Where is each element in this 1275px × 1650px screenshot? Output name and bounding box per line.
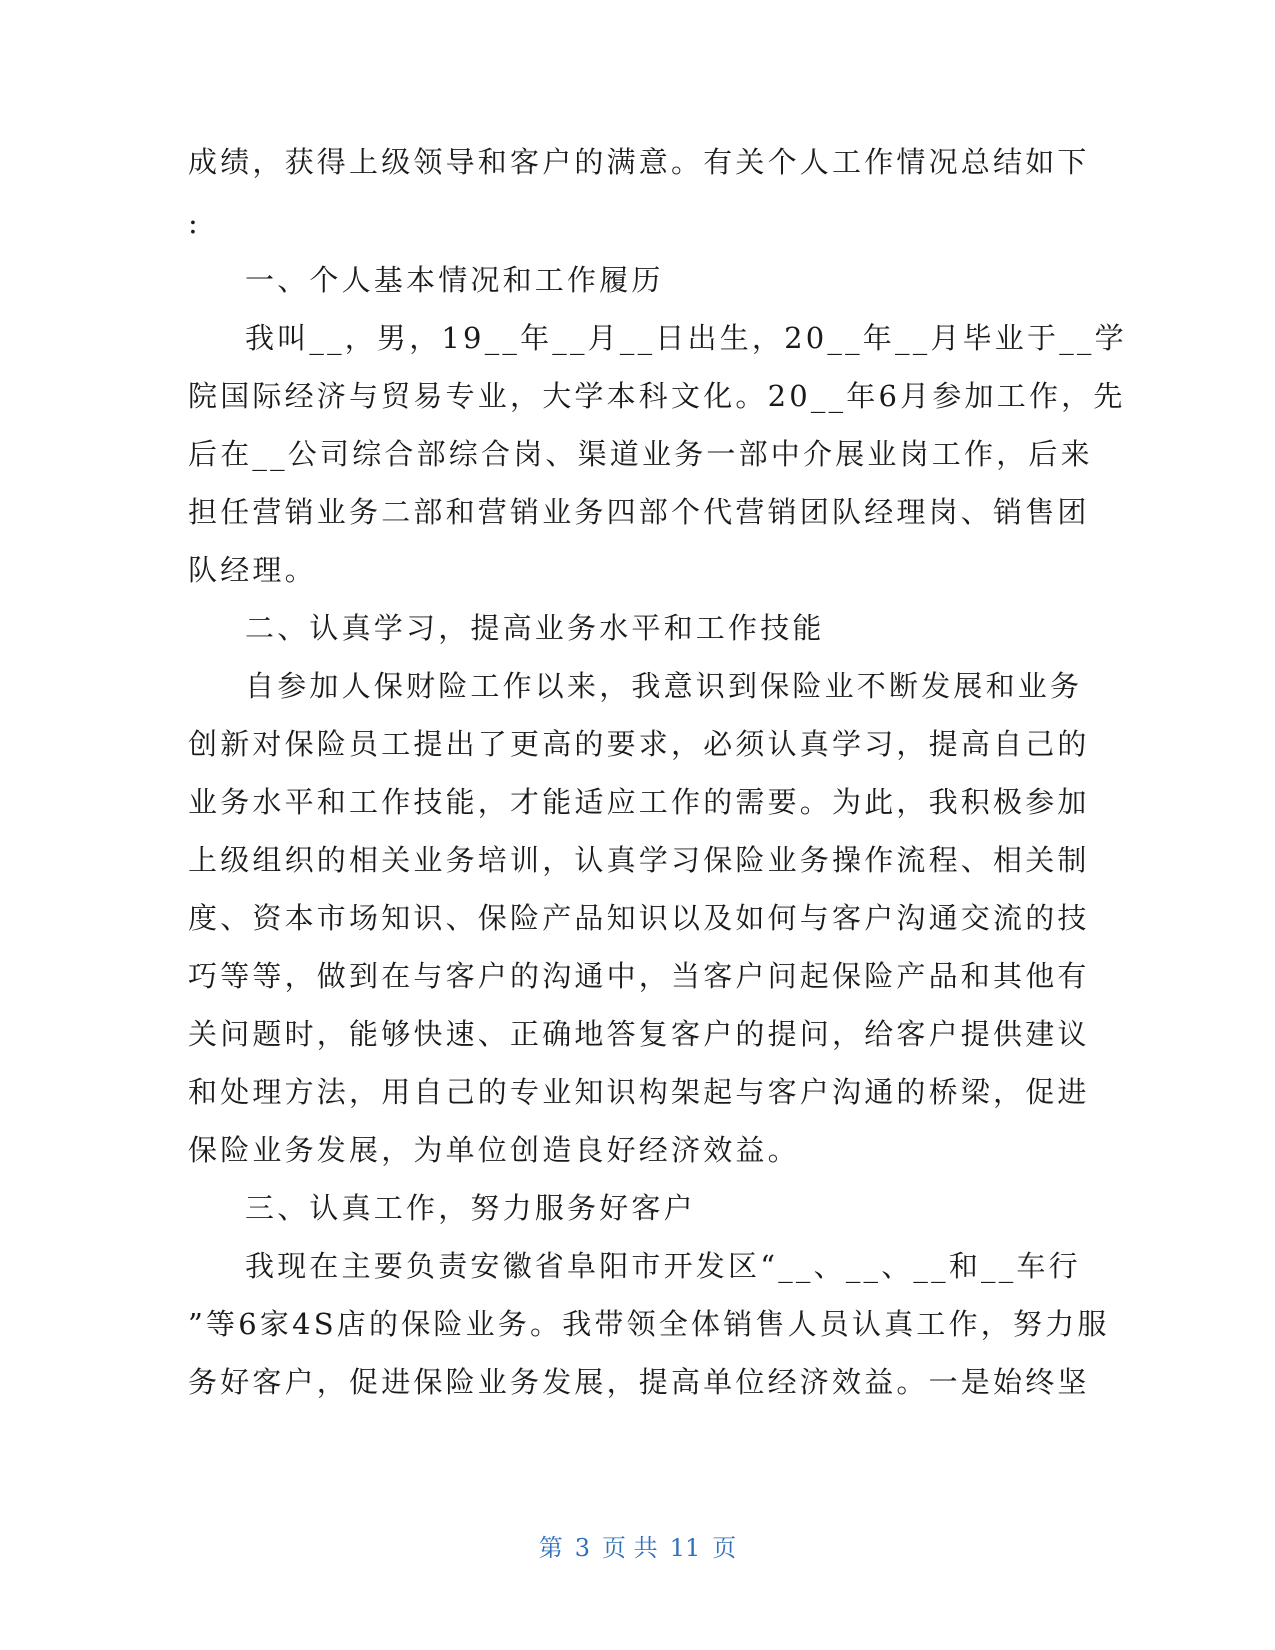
text-line: 院国际经济与贸易专业，大学本科文化。20__年6月参加工作，先 xyxy=(188,379,1126,413)
text-line: 成绩，获得上级领导和客户的满意。有关个人工作情况总结如下 xyxy=(188,145,1090,179)
text-line: 度、资本市场知识、保险产品知识以及如何与客户沟通交流的技 xyxy=(188,901,1090,935)
text-line: 创新对保险员工提出了更高的要求，必须认真学习，提高自己的 xyxy=(188,727,1090,761)
text-line: 后在__公司综合部综合岗、渠道业务一部中介展业岗工作，后来 xyxy=(188,437,1093,471)
footer-suffix: 页 xyxy=(712,1534,737,1562)
section-heading: 一、个人基本情况和工作履历 xyxy=(245,263,664,297)
text-line: 关问题时，能够快速、正确地答复客户的提问，给客户提供建议 xyxy=(188,1017,1090,1051)
text-line: 我现在主要负责安徽省阜阳市开发区“__、__、__和__车行 xyxy=(245,1249,1081,1283)
text-line: 自参加人保财险工作以来，我意识到保险业不断发展和业务 xyxy=(245,669,1083,703)
footer-middle: 页 共 xyxy=(602,1534,658,1562)
text-line: 巧等等，做到在与客户的沟通中，当客户问起保险产品和其他有 xyxy=(188,959,1090,993)
text-line: 我叫__，男，19__年__月__日出生，20__年__月毕业于__学 xyxy=(245,321,1127,355)
text-line: 保险业务发展，为单位创造良好经济效益。 xyxy=(188,1133,800,1167)
total-pages-number: 11 xyxy=(669,1534,701,1562)
text-line: ”等6家4S店的保险业务。我带领全体销售人员认真工作，努力服 xyxy=(188,1307,1110,1341)
footer-prefix: 第 xyxy=(538,1534,563,1562)
text-line: : xyxy=(188,206,201,240)
text-line: 和处理方法，用自己的专业知识构架起与客户沟通的桥梁，促进 xyxy=(188,1075,1090,1109)
text-line: 担任营销业务二部和营销业务四部个代营销团队经理岗、销售团 xyxy=(188,495,1090,529)
text-line: 务好客户，促进保险业务发展，提高单位经济效益。一是始终坚 xyxy=(188,1365,1090,1399)
text-line: 业务水平和工作技能，才能适应工作的需要。为此，我积极参加 xyxy=(188,785,1090,819)
section-heading: 三、认真工作，努力服务好客户 xyxy=(245,1191,696,1225)
section-heading: 二、认真学习，提高业务水平和工作技能 xyxy=(245,611,825,645)
text-line: 上级组织的相关业务培训，认真学习保险业务操作流程、相关制 xyxy=(188,843,1090,877)
text-line: 队经理。 xyxy=(188,553,317,587)
current-page-number: 3 xyxy=(574,1534,591,1562)
page-footer xyxy=(0,1533,1275,1563)
